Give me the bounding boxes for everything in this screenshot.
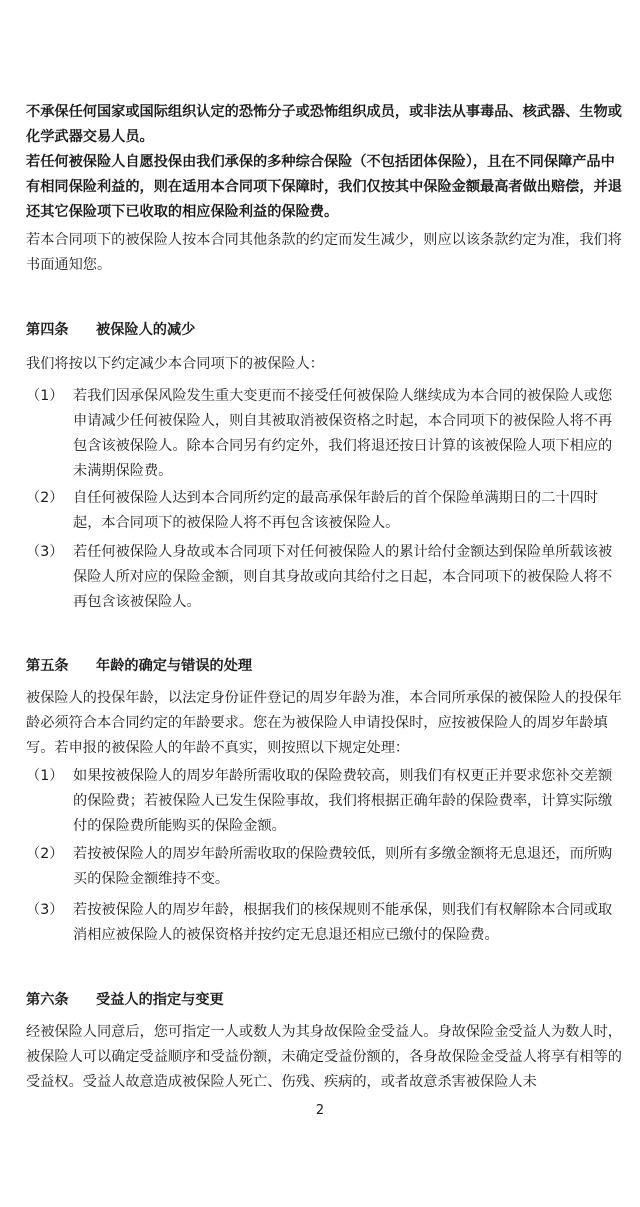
article-6-heading [26,988,224,1013]
article-6-lead: 经被保险人同意后，您可指定一人或数人为其身故保险金受益人。身故保险金受益人为数人时，被保险人可以确定受益顺序和受益份额，未确定受益份额的，各身故保险金受益人将享有相等的受益权。受益人故意造成被保险人死亡、伤残、疾病的，或者故意杀害被保险人未 [26,1024,622,1090]
article-5-heading [26,654,252,679]
item-text: 自任何被保险人达到本合同所约定的最高承保年龄后的首个保险单满期日的二十四时起，本合同项下的被保险人将不再包含该被保险人。 [73,490,598,531]
article-6-number: 第六条 [26,992,69,1008]
article-4-heading [26,318,195,343]
page-number: 2 [315,1103,325,1118]
article-5-title: 年龄的确定与错误的处理 [96,658,253,674]
article-4-item-2 [26,486,623,536]
article-5-item-3 [26,898,623,948]
item-marker: （1） [26,768,64,784]
intro-paragraph-2: 若任何被保险人自愿投保由我们承保的多种综合保险（不包括团体保险），且在不同保障产品中有相同保险利益的，则在适用本合同项下保障时，我们仅按其中保险金额最高者做出赔偿，并退还其它保险项下已收取的相应保险利益的保险费。 [26,154,622,220]
article-4-lead: 我们将按以下约定减少本合同项下的被保险人： [26,356,324,372]
item-marker: （3） [26,902,64,918]
item-marker: （3） [26,544,64,560]
article-5-number: 第五条 [26,658,69,674]
item-text: 如果按被保险人的周岁年龄所需收取的保险费较高，则我们有权更正并要求您补交差额的保险费；若被保险人已发生保险事故，我们将根据正确年龄的保险费率，计算实际缴付的保险费所能购买的保险金额。 [73,768,613,834]
article-5-item-2 [26,842,623,892]
article-4-item-3 [26,540,623,615]
item-marker: （2） [26,846,64,862]
article-6-title: 受益人的指定与变更 [96,992,224,1008]
article-4-item-1 [26,384,623,484]
article-5-lead: 被保险人的投保年龄，以法定身份证件登记的周岁年龄为准，本合同所承保的被保险人的投保年龄必须符合本合同约定的年龄要求。您在为被保险人申请投保时，应按被保险人的周岁年龄填写。若申报的被保险人的年龄不真实，则按照以下规定处理： [26,690,622,756]
item-marker: （2） [26,490,64,506]
item-text: 若任何被保险人身故或本合同项下对任何被保险人的累计给付金额达到保险单所载该被保险人所对应的保险金额，则自其身故或向其给付之日起，本合同项下的被保险人将不再包含该被保险人。 [73,544,613,610]
article-4-title: 被保险人的减少 [96,322,196,338]
article-4-number: 第四条 [26,322,69,338]
item-text: 若按被保险人的周岁年龄，根据我们的核保规则不能承保，则我们有权解除本合同或取消相应被保险人的被保资格并按约定无息退还相应已缴付的保险费。 [73,902,613,943]
item-text: 若我们因承保风险发生重大变更而不接受任何被保险人继续成为本合同的被保险人或您申请减少任何被保险人，则自其被取消被保资格之时起，本合同项下的被保险人将不再包含该被保险人。除本合同另有约定外，我们将退还按日计算的该被保险人项下相应的未满期保险费。 [73,388,613,479]
item-text: 若按被保险人的周岁年龄所需收取的保险费较低，则所有多缴金额将无息退还，而所购买的保险金额维持不变。 [73,846,613,887]
item-marker: （1） [26,388,64,404]
intro-paragraph-3: 若本合同项下的被保险人按本合同其他条款的约定而发生减少，则应以该条款约定为准，我们将书面通知您。 [26,232,622,273]
intro-paragraph-1: 不承保任何国家或国际组织认定的恐怖分子或恐怖组织成员，或非法从事毒品、核武器、生物或化学武器交易人员。 [26,104,622,145]
article-5-item-1 [26,764,623,839]
